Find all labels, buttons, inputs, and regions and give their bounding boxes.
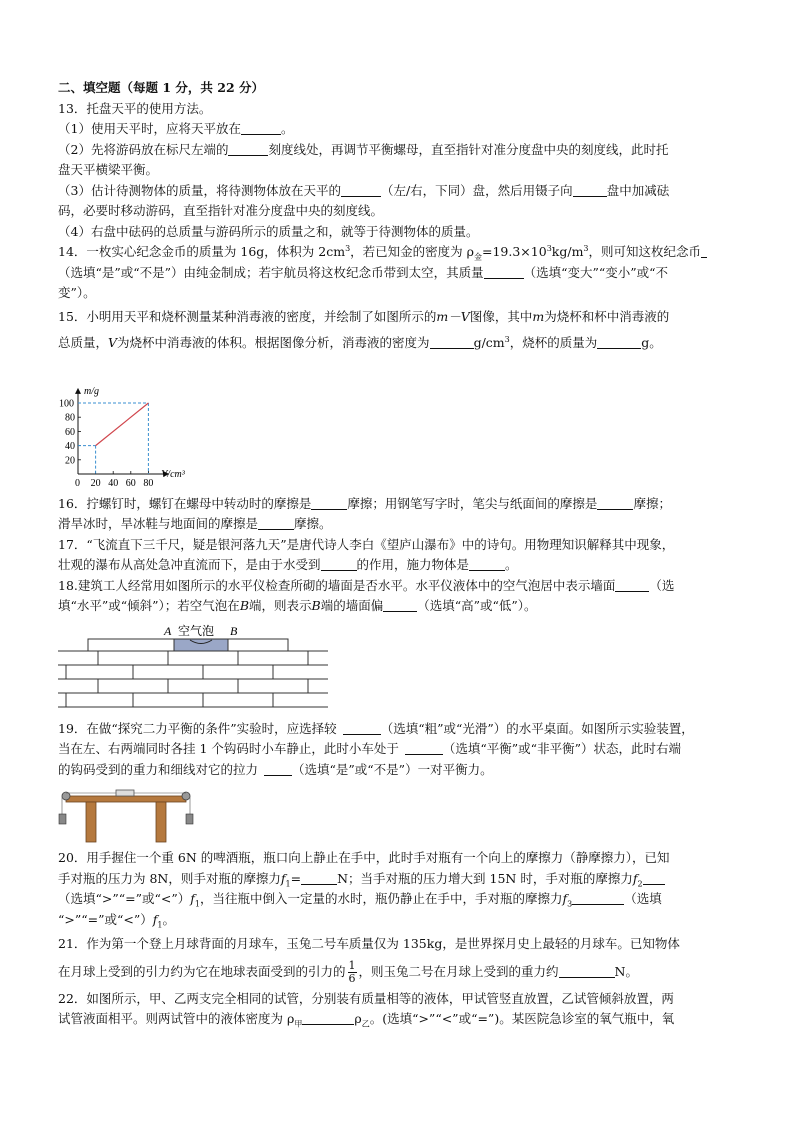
answer-blank[interactable]	[301, 870, 337, 885]
answer-blank[interactable]	[615, 577, 649, 592]
answer-blank[interactable]	[701, 243, 707, 258]
q13-part2: （2）先将游码放在标尺左端的 刻度线处，再调节平衡螺母，直至指针对准分度盘中央的刻度线，此时托	[58, 141, 669, 157]
answer-blank[interactable]	[430, 334, 474, 349]
q17-line1: 17．“飞流直下三千尺，疑是银河落九天”是唐代诗人李白《望庐山瀑布》中的诗句。用物理知识解释其中现象，	[58, 536, 675, 552]
answer-blank[interactable]	[573, 182, 607, 197]
q14-line1: 14．一枚实心纪念金币的质量为 16g，体积为 $2cm^3$，若已知金的密度为 $\rho_金=19.3\times 10^3kg/m^3$，则可知这枚纪念币	[58, 242, 740, 263]
y-tick-label: 100	[59, 398, 74, 409]
q13-stem: 13．托盘天平的使用方法。	[58, 100, 212, 116]
y-axis-arrow	[75, 387, 81, 393]
mv-chart-svg	[58, 362, 258, 490]
table-top	[66, 796, 186, 802]
y-tick-label: 40	[65, 440, 75, 452]
y-tick-label: 20	[65, 454, 75, 466]
table-leg-left	[86, 802, 96, 842]
answer-blank[interactable]	[469, 556, 505, 571]
level-wall-svg	[58, 623, 338, 715]
label-air-bubble: 空气泡	[178, 623, 215, 638]
q18-line2: 填“水平”或“倾斜”）；若空气泡在B端，则表示B端的墙面偏 （选填“高”或“低”）。	[58, 598, 537, 613]
q21-line2: 在月球上受到的引力约为它在地球表面受到的引力的 $\frac{1}{6}$ ，则玉兔二号在月球上受到的重力约 N。	[58, 958, 638, 985]
answer-blank[interactable]	[258, 515, 294, 530]
q20-line4: “>”“=”或“$<”)f_1$。	[58, 911, 176, 929]
q21-line1: 21．作为第一个登上月球背面的月球车，玉兔二号车质量仅为 135kg，是世界探月史上最轻的月球车。已知物体	[58, 936, 680, 951]
q16-line2: 滑旱冰时，旱冰鞋与地面间的摩擦是 摩擦。	[58, 516, 332, 531]
table-leg-right	[156, 802, 166, 842]
answer-blank[interactable]	[572, 890, 624, 905]
answer-blank[interactable]	[343, 720, 381, 735]
q15-line1: 15．小明用天平和烧杯测量某种消毒液的密度，并绘制了如图所示的m－V图像，其中m为烧杯和杯中消毒液的	[58, 308, 670, 324]
q13-part3-cont: 码，必要时移动游码，直至指针对准分度盘中央的刻度线。	[58, 203, 384, 218]
q18-line1: 18.建筑工人经常用如图所示的水平仪检查所砌的墙面是否水平。水平仪液体中的空气泡居中表示墙面 （选	[58, 577, 675, 593]
q16-line1: 16．拧螺钉时，螺钉在螺母中转动时的摩擦是 摩擦；用钢笔写字时，笔尖与纸面间的摩擦是 摩擦；	[58, 495, 671, 511]
q13-part4: （4）右盘中砝码的总质量与游码所示的质量之和，就等于待测物体的质量。	[58, 223, 479, 239]
answer-blank[interactable]	[597, 495, 633, 510]
answer-blank[interactable]	[559, 963, 615, 978]
q20-line1: 20．用手握住一个重 6N 的啤酒瓶，瓶口向上静止在手中，此时手对瓶有一个向上的摩擦力（静摩擦力），已知	[58, 850, 670, 865]
q19-line2: 当在左、右两端同时各挂 1 个钩码时小车静止，此时小车处于 （选填“平衡”或“非平衡”）状态，此时右端	[58, 741, 681, 756]
q20-line3: （选填“>”“=”或“$<”)f_1$，当往瓶中倒入一定量的水时，瓶仍静止在手中，手对瓶的摩擦力$f_3$ （选填	[58, 891, 662, 909]
section-title: 二、填空题（每题 1 分，共 22 分）	[58, 80, 265, 95]
x-tick-label: 60	[125, 477, 136, 489]
q13-part2-cont: 盘天平横梁平衡。	[58, 162, 159, 177]
bubble-tube	[174, 639, 228, 651]
y-tick-label: 80	[65, 412, 75, 424]
answer-blank[interactable]	[383, 597, 417, 612]
answer-blank[interactable]	[241, 120, 281, 135]
cart	[116, 790, 134, 796]
q19-line3: 的钩码受到的重力和细线对它的拉力 （选填“是”或“不是”）一对平衡力。	[58, 761, 493, 777]
answer-blank[interactable]	[228, 141, 268, 156]
q14-line3: 变”）。	[58, 285, 96, 300]
brick-wall	[58, 651, 328, 707]
two-force-apparatus	[58, 788, 740, 844]
q19-line1: 19．在做“探究二力平衡的条件”实验时，应选择较 （选填“粗”或“光滑”）的水平桌面。如图所示实验装置，	[58, 720, 694, 736]
q14-line2: （选填“是”或“不是”）由纯金制成；若宇航员将这枚纪念币带到太空，其质量 （选填“变大”“变小”或“不	[58, 264, 669, 280]
label-a: A	[164, 623, 172, 638]
x-axis-label: V/cm³	[161, 468, 185, 480]
q13-part1: （1）使用天平时，应将天平放在 。	[58, 121, 294, 136]
fraction-one-sixth: $\frac{1}{6}$	[348, 958, 356, 985]
label-b: B	[230, 623, 238, 638]
x-tick-label: 80	[143, 477, 154, 489]
answer-blank[interactable]	[643, 870, 665, 885]
series-line	[96, 403, 149, 446]
q13-part3: （3）估计待测物体的质量，将待测物体放在天平的 （左/右，下同）盘，然后用镊子向 盘中加减砝	[58, 182, 670, 198]
spirit-level	[88, 639, 288, 651]
y-axis-label: m/g	[84, 385, 99, 397]
hook-weight-right	[186, 814, 193, 824]
x-tick-label: 0	[75, 477, 80, 489]
q15-line2: 总质量，V为烧杯中消毒液的体积。根据图像分析，消毒液的密度为 $g/cm^3$，烧杯的质量为 g。	[58, 334, 662, 350]
level-wall-figure	[58, 623, 740, 715]
answer-blank[interactable]	[302, 1010, 354, 1025]
x-tick-label: 20	[90, 477, 101, 489]
apparatus-svg	[58, 788, 198, 844]
q17-line2: 壮观的瀑布从高处急冲直流而下，是由于水受到 的作用，施力物体是 。	[58, 557, 518, 572]
mv-chart	[58, 362, 740, 490]
answer-blank[interactable]	[264, 761, 292, 776]
hook-weight-left	[59, 814, 66, 824]
answer-blank[interactable]	[321, 556, 357, 571]
answer-blank[interactable]	[405, 740, 443, 755]
q22-line2: 试管液面相平。则两试管中的液体密度为 $\rho_甲$ $\rho_乙$。(选填“>”“<”或“=”)。某医院急诊室的氧气瓶中，氧	[58, 1011, 675, 1029]
answer-blank[interactable]	[484, 264, 524, 279]
exam-page	[58, 78, 740, 1030]
q20-line2: 手对瓶的压力为 8N，则手对瓶的摩擦力$f_1= N$；当手对瓶的压力增大到 15N 时，手对瓶的摩擦力$f_2$	[58, 869, 740, 890]
x-tick-label: 40	[108, 477, 119, 489]
answer-blank[interactable]	[311, 495, 347, 510]
y-tick-label: 60	[65, 426, 75, 438]
answer-blank[interactable]	[341, 182, 381, 197]
answer-blank[interactable]	[597, 334, 641, 349]
q22-line1: 22．如图所示，甲、乙两支完全相同的试管，分别装有质量相等的液体，甲试管竖直放置，乙试管倾斜放置，两	[58, 990, 674, 1006]
